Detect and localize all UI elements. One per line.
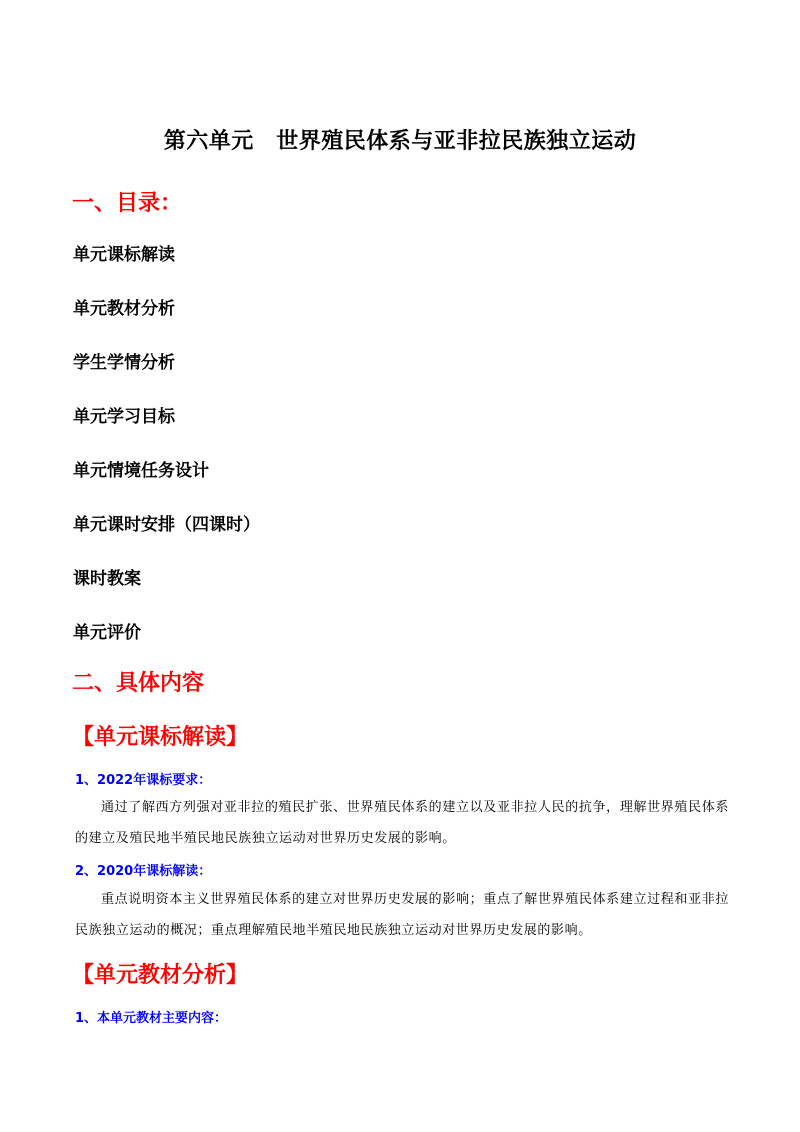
section-heading-content: 二、具体内容 (72, 671, 205, 696)
toc-item-lesson-plans: 课时教案 (73, 569, 141, 589)
toc-item-student-analysis: 学生学情分析 (73, 353, 175, 373)
toc-item-textbook-analysis: 单元教材分析 (73, 299, 175, 319)
paragraph-2022-requirements: 通过了解西方列强对亚非拉的殖民扩张、世界殖民体系的建立以及亚非拉人民的抗争，理解世界殖民体系的建立及殖民地半殖民地民族独立运动对世界历史发展的影响。 (75, 800, 729, 846)
document-title: 第六单元 世界殖民体系与亚非拉民族独立运动 (163, 129, 637, 154)
toc-item-task-design: 单元情境任务设计 (73, 461, 209, 481)
subheading-2022-requirements: 1、2022年课标要求： (75, 773, 212, 788)
block-heading-textbook-analysis: 【单元教材分析】 (72, 963, 249, 988)
block-heading-standards: 【单元课标解读】 (72, 725, 249, 750)
toc-item-standards: 单元课标解读 (73, 245, 175, 265)
toc-item-learning-goals: 单元学习目标 (73, 407, 175, 427)
toc-item-evaluation: 单元评价 (73, 623, 141, 643)
subheading-main-content: 1、本单元教材主要内容： (75, 1011, 228, 1026)
section-heading-contents: 一、目录： (72, 191, 183, 216)
toc-item-schedule: 单元课时安排（四课时） (73, 515, 260, 535)
subheading-2020-interpretation: 2、2020年课标解读： (75, 864, 212, 879)
paragraph-2020-interpretation: 重点说明资本主义世界殖民体系的建立对世界历史发展的影响；重点了解世界殖民体系建立过程和亚非拉民族独立运动的概况；重点理解殖民地半殖民地民族独立运动对世界历史发展的影响。 (75, 892, 729, 938)
